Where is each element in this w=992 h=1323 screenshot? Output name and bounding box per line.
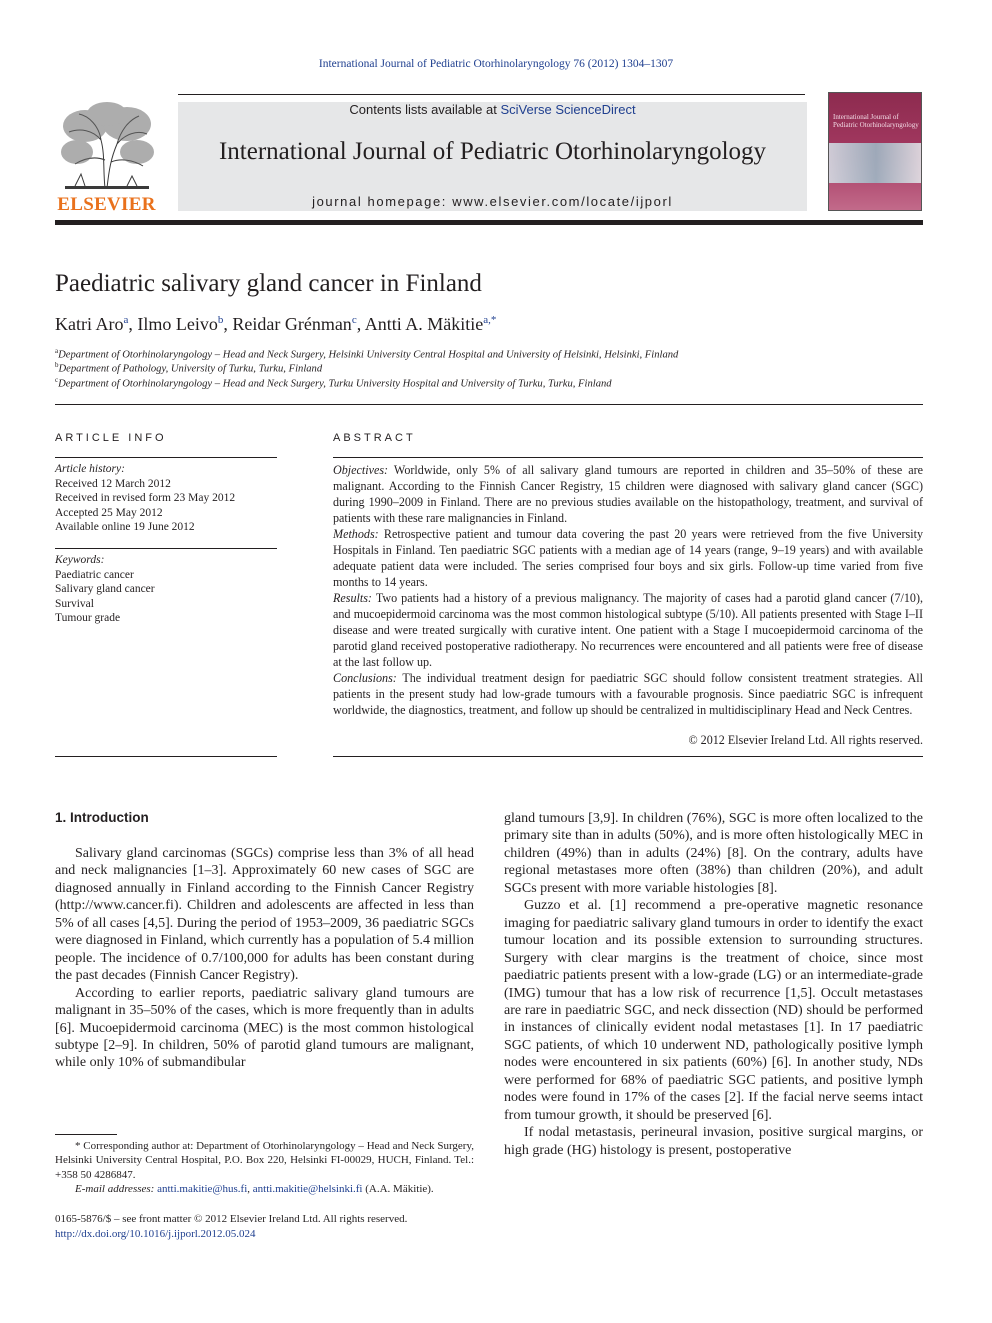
author-affil-sup[interactable]: c: [351, 314, 357, 326]
email-label: E-mail addresses:: [75, 1182, 155, 1195]
affiliation-text: Department of Pathology, University of Turku, Turku, Finland: [58, 363, 323, 375]
affiliation-sup: a: [55, 347, 59, 355]
author-name: Katri Aro: [55, 314, 124, 334]
author-list: Katri Aro$^a$, Ilmo Leivo$^b$, Reidar Grénman$^c$, Antti A. Mäkitie$^{a,*}$: [55, 314, 497, 334]
article-info-caption: ARTICLE INFO: [55, 432, 167, 444]
email-link[interactable]: antti.makitie@hus.fi: [157, 1182, 248, 1195]
body-paragraph: Salivary gland carcinomas (SGCs) comprise less than 3% of all head and neck malignancies [1–3]. Approximately 60 new cases of SGC are diagnosed annually in Finland according to the Finnish Cancer Registry (http://www.cancer.fi). Children and adolescents are affected in less than 5% of all cases [4,5]. During the period of 1953–2009, 36 paediatric SGCs were diagnosed in Finland, which currently has a population of 5.4 million people. The incidence of 0.7/100,000 for adults has been constant during the past decades (Finnish Cancer Registry).: [55, 846, 474, 984]
body-paragraph: According to earlier reports, paediatric salivary gland tumours are malignant in 35–50% of the cases, which is more frequently than in adults [6]. Mucoepidermoid carcinoma (MEC) is the most common histological subtype [2–9]. In children, 50% of parotid gland tumours are malignant, while only 10% of submandibular: [55, 985, 474, 1071]
author-name: Antti A. Mäkitie: [364, 314, 484, 334]
corresponding-author-footnote: [55, 1139, 474, 1196]
affiliation: [55, 376, 612, 390]
affiliation-sup: b: [55, 361, 59, 369]
affiliation-rule: [55, 404, 923, 405]
info-rule: [55, 457, 277, 458]
abstract-label: Results:: [333, 591, 372, 605]
article-history: [55, 462, 277, 535]
affiliation-text: Department of Otorhinolaryngology – Head and Neck Surgery, Turku University Hospital and University of Turku, Turku, Finland: [58, 378, 612, 390]
footnote-text: * Corresponding author at: Department of Otorhinolaryngology – Head and Neck Surgery, Helsinki University Central Hospital, P.O. Box 220, Helsinki FI-00029, HUCH, Finland. Tel.: +358 50 4286847.: [55, 1140, 474, 1181]
keyword-item: Paediatric cancer: [55, 568, 134, 581]
abstract-objectives: [333, 462, 923, 526]
email-separator: ,: [247, 1182, 253, 1195]
homepage-link[interactable]: www.elsevier.com/locate/ijporl: [452, 194, 673, 209]
contents-prefix: Contents lists available at: [349, 102, 501, 117]
info-rule: [55, 548, 277, 549]
elsevier-wordmark: ELSEVIER: [57, 194, 156, 215]
abstract-text: Worldwide, only 5% of all salivary gland tumours are reported in children and 35–50% of these are malignant. According to the Finnish Cancer Registry, 15 children were diagnosed with salivary gland cancer (SGC) during 1990–2009 in Finland. There are no previous studies available on the histopathology, treatment, and survival of patients with these rare malignancies in Finland.: [333, 463, 924, 525]
author-affil-sup[interactable]: a: [123, 314, 129, 326]
author-affil-sup[interactable]: b: [217, 314, 224, 326]
footnote-rule: [55, 1134, 117, 1135]
sciencedirect-link[interactable]: SciVerse ScienceDirect: [500, 102, 636, 117]
keyword-item: Tumour grade: [55, 612, 121, 624]
history-heading: Article history:: [55, 463, 125, 475]
author-name: Reidar Grénman: [232, 314, 352, 334]
affiliation-text: Department of Otorhinolaryngology – Head and Neck Surgery, Helsinki University Central Hospital and University of Helsinki, Helsinki, Finland: [58, 349, 679, 361]
abstract-caption: ABSTRACT: [333, 432, 416, 444]
cover-art-image: [829, 143, 922, 183]
front-matter: [55, 1212, 407, 1242]
email-link[interactable]: antti.makitie@helsinki.fi: [252, 1182, 363, 1195]
history-item: Accepted 25 May 2012: [55, 506, 163, 519]
abstract-label: Conclusions:: [333, 671, 397, 685]
affiliation-sup: c: [55, 376, 59, 384]
abstract-rule: [333, 457, 923, 458]
homepage-line: [178, 194, 807, 209]
abstract-text: Retrospective patient and tumour data covering the past 20 years were retrieved from the five University Hospitals in Finland. Ten paediatric SGC patients with a median age of 14 years (range, 9–19 years) and with available adequate patient data were included. The series comprised four boys and six girls. Follow-up time varied from five months to 14 years.: [333, 527, 924, 589]
abstract-label: Objectives:: [333, 463, 389, 477]
body-paragraph: gland tumours [3,9]. In children (76%), SGC is more often localized to the primary site than in adults (50%), and is more often histologically MEC in children (49%) than in adults (24%) [8]. On the contrary, adults have regional metastases more often (38%) than children (20%), and adult SGCs present with more variable histologies [8].: [504, 811, 923, 896]
section-heading-introduction: 1. Introduction: [55, 810, 149, 825]
body-column-left: [55, 845, 474, 1072]
header-thick-rule: [55, 220, 923, 225]
history-item: Received in revised form 23 May 2012: [55, 492, 236, 504]
abstract-methods: [333, 526, 923, 590]
email-suffix: (A.A. Mäkitie).: [362, 1182, 434, 1195]
issn-line: 0165-5876/$ – see front matter © 2012 Elsevier Ireland Ltd. All rights reserved.: [55, 1213, 408, 1225]
keywords: [55, 553, 277, 626]
body-paragraph: If nodal metastasis, perineural invasion, positive surgical margins, or high grade (HG) histology is present, postoperative: [504, 1125, 923, 1158]
affiliation: [55, 361, 322, 375]
abstract-label: Methods:: [333, 527, 379, 541]
body-paragraph: Guzzo et al. [1] recommend a pre-operative magnetic resonance imaging for paediatric salivary gland tumours in order to identify the exact tumour location and its possible extension to surrounding structures. Surgery with clear margins is the treatment of choice, since most paediatric patients present with a low-grade (LG) or an intermediate-grade (IMG) tumour that has a low risk of recurrence [1,5]. Occult metastases are rare in paediatric SGC, and neck dissection (ND) should be performed in instances of clinically evident nodal metastases [1]. In 17 paediatric SGC patients, of which 10 underwent ND, pathologically positive lymph nodes were encountered in six patients (60%) [6]. In another study, NDs were performed for 68% of paediatric SGC patients, and positive lymph nodes were found in 17% of the cases [2]. If the facial nerve seems intact from tumour growth, it should be preserved [6].: [504, 898, 923, 1123]
keywords-heading: Keywords:: [55, 554, 105, 566]
homepage-prefix: journal homepage:: [312, 194, 453, 209]
abstract-text: The individual treatment design for paediatric SGC should follow consistent treatment strategies. All patients in the present study had low-grade tumours with a favourable prognosis. Since paediatric SGC is infrequent worldwide, the diagnostics, treatment, and follow up should be centralized in multidisciplinary Head and Neck Centres.: [333, 671, 923, 717]
abstract-results: [333, 590, 923, 670]
contents-line: [178, 102, 807, 117]
cover-title: International Journal of Pediatric Otorhinolaryngology: [833, 113, 919, 129]
abstract-conclusions: [333, 670, 923, 718]
keyword-item: Salivary gland cancer: [55, 583, 155, 595]
journal-title: International Journal of Pediatric Otorhinolaryngology: [218, 138, 767, 165]
journal-reference[interactable]: International Journal of Pediatric Otorhinolaryngology 76 (2012) 1304–1307: [318, 58, 674, 70]
abstract-body: [333, 462, 923, 718]
author-name: Ilmo Leivo: [137, 314, 218, 334]
abstract-copyright: © 2012 Elsevier Ireland Ltd. All rights reserved.: [688, 733, 923, 747]
doi-link[interactable]: http://dx.doi.org/10.1016/j.ijporl.2012.05.024: [55, 1228, 256, 1240]
author-affil-sup[interactable]: a,*: [483, 314, 497, 326]
keyword-item: Survival: [55, 597, 94, 610]
body-column-right: [504, 810, 923, 1159]
history-item: Received 12 March 2012: [55, 477, 171, 490]
article-title: Paediatric salivary gland cancer in Finland: [55, 270, 482, 297]
affiliation: [55, 347, 678, 361]
abstract-rule: [333, 756, 923, 757]
abstract-text: Two patients had a history of a previous malignancy. The majority of cases had a parotid gland cancer (7/10), and mucoepidermoid carcinoma was the most common histological subtype (5/10). All patients presented with Stage I–II disease and were treated surgically with curative intent. One patient with a Stage I mucoepidermoid carcinoma of the parotid gland received postoperative radiotherapy. No recurrences were encountered and all patients were free of disease at the last follow up.: [333, 591, 923, 669]
footnote-emails: [55, 1182, 474, 1196]
journal-cover-thumbnail[interactable]: [828, 92, 922, 211]
history-item: Available online 19 June 2012: [55, 521, 195, 533]
header-top-rule: [178, 94, 805, 95]
info-rule: [55, 756, 277, 757]
